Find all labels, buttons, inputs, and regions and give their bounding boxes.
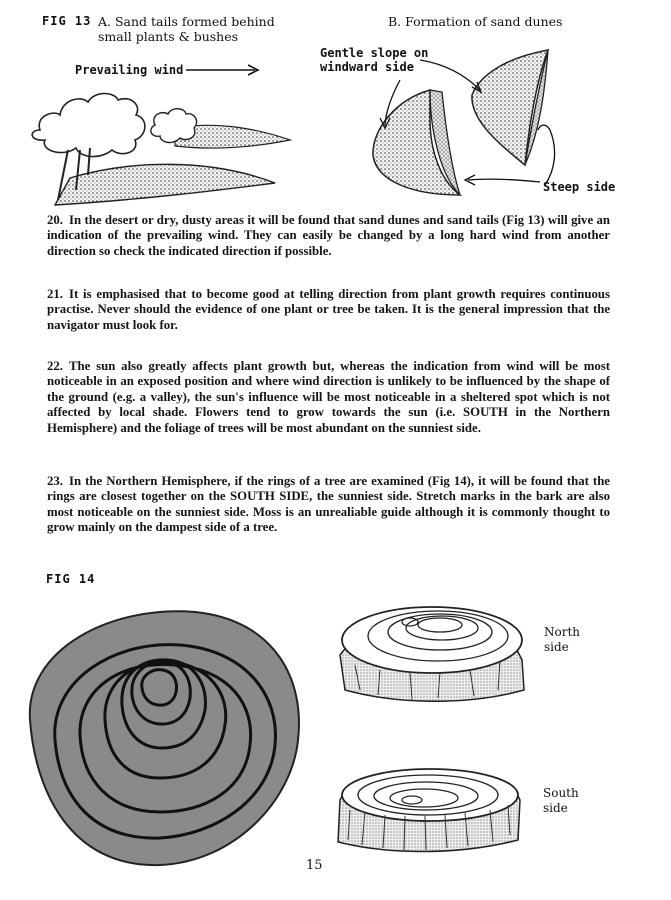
- paragraph-20: 20. In the desert or dry, dusty areas it will be found that sand dunes and sand tails (Fig 13) will give an indication of the prevailing wind. They can easily be changed by a long hard wind from another direction so check the indicated direction if possible.: [47, 213, 610, 258]
- bush-small: [151, 109, 197, 143]
- south-side-label: South side: [543, 786, 579, 815]
- south-side-stump: [338, 769, 520, 852]
- prevailing-wind-label: Prevailing wind: [75, 63, 184, 77]
- north-side-stump: [340, 607, 524, 701]
- fig14-label: FIG 14: [46, 572, 96, 586]
- gentle-slope-label: Gentle slope on windward side: [320, 46, 429, 74]
- paragraph-22: 22. The sun also greatly affects plant growth but, whereas the indication from wind will be most noticeable in an exposed position and where wind direction is unlikely to be influenced by the shape of the ground (e.g. a valley), the sun's influence will be most noticeable in a sheltered spot which is not affected by local shade. Flowers tend to grow towards the sun (i.e. SOUTH in the Northern Hemisphere) and the foliage of trees will be most abundant on the sunniest side.: [47, 359, 610, 435]
- paragraph-21: 21. It is emphasised that to become good at telling direction from plant growth requires continuous practise. Never should the evidence of one plant or tree be taken. It is the general impression that the navigator must look for.: [47, 287, 610, 332]
- fig13-caption-b: B. Formation of sand dunes: [388, 14, 563, 29]
- steep-side-label: Steep side: [543, 180, 616, 194]
- sand-tail-bushes-drawing: [32, 94, 290, 206]
- fig13-label: FIG 13: [42, 14, 92, 28]
- north-side-label: North side: [544, 625, 581, 654]
- tree-rings-cross-section: [30, 611, 299, 865]
- paragraph-23: 23. In the Northern Hemisphere, if the rings of a tree are examined (Fig 14), it will be found that the rings are closest together on the SOUTH SIDE, the sunniest side. Stretch marks in the bark are also most noticeable on the sunniest side. Moss is an unrealiable guide although it is commonly thought to grow mainly on the dampest side of a tree.: [47, 474, 610, 535]
- bush-large: [32, 94, 145, 157]
- page-number: 15: [306, 858, 323, 873]
- fig13-caption-a: A. Sand tails formed behind small plants & bushes: [98, 14, 275, 44]
